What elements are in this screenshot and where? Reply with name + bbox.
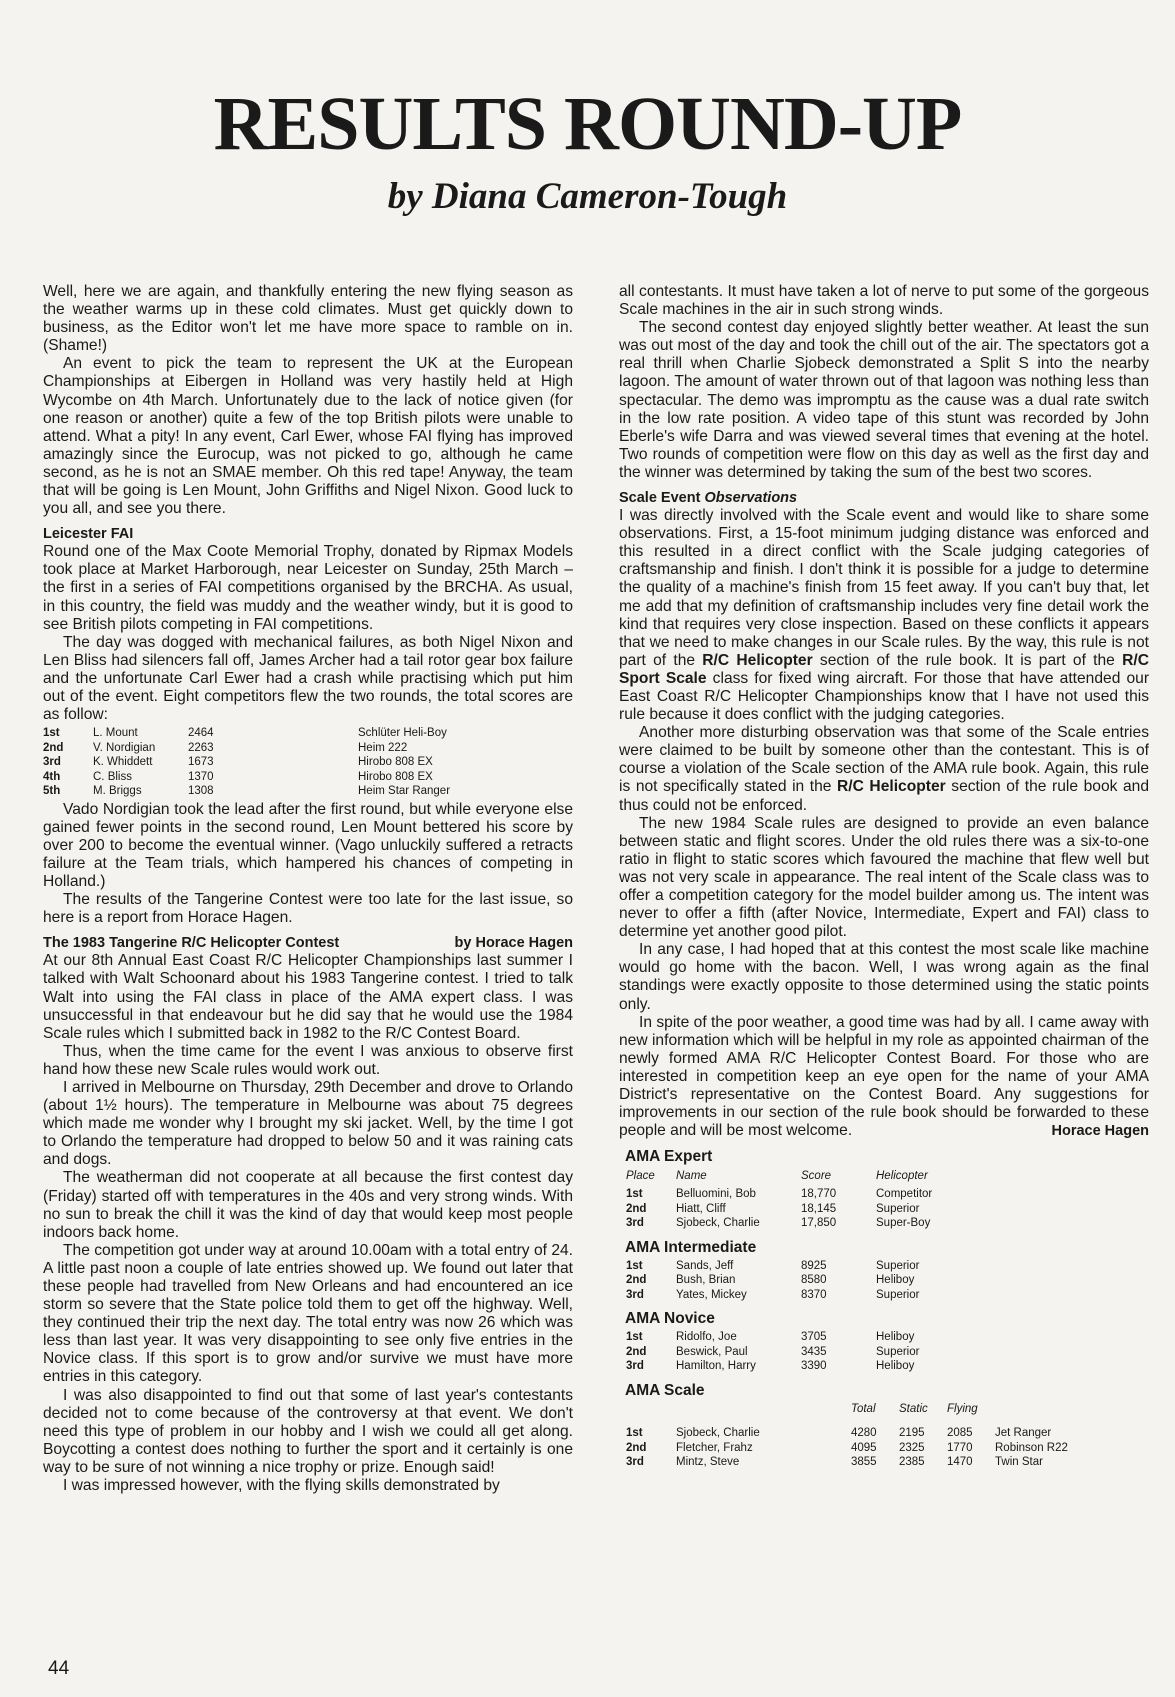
ama-expert-heading: AMA Expert — [625, 1148, 713, 1166]
paragraph: The day was dogged with mechanical failures, as both Nigel Nixon and Len Bliss had silencers fall off, James Archer had a tail rotor gear box failure and the unfortunate Carl Ewer had a crash while practising which put him out of the event. Eight competitors flew the two rounds, the total scores are as follow: — [43, 633, 573, 724]
table-row: 1st L. Mount 2464 Schlüter Heli-Boy — [43, 727, 447, 740]
page-number: 44 — [48, 1658, 70, 1679]
ama-novice-table — [626, 1330, 996, 1374]
paragraph: The competition got under way at around 10.00am with a total entry of 24. A little past noon a couple of late entries showed up. We found out later that these people had travelled from New Orleans and had encountered an ice storm so severe that the State police told them to get off the highway. Well, they continued their trip the next day. The total entry was now 26 which was less than last year. It was very disappointing to see only five entries in the Novice class. If this sport is to grow and/or survive we must have more entries in this category. — [43, 1241, 573, 1386]
paragraph: At our 8th Annual East Coast R/C Helicopter Championships last summer I talked with Walt Schoonard about his 1983 Tangerine contest. I tried to talk Walt into using the FAI class in place of the AMA expert class. I was unsuccessful in that endeavour but he did say that he would use the 1984 Scale rules which I submitted back in 1982 to the R/C Contest Board. — [43, 952, 573, 1042]
ama-results — [619, 1148, 1149, 1469]
paragraph: Well, here we are again, and thankfully entering the new flying season as the weather warms up in these cold climates. Must get quickly down to business, as the Editor won't let me have more space to ramble on in. (Shame!) — [43, 283, 573, 355]
table-row: 3rd Hamilton, Harry 3390 Heliboy — [626, 1360, 915, 1373]
table-row: 3rd Sjobeck, Charlie 17,850 Super-Boy — [626, 1217, 931, 1229]
table-row: 2nd Fletcher, Frahz 4095 2325 1770 Robinson R22 — [626, 1441, 1068, 1454]
paragraph: Thus, when the time came for the event I was anxious to observe first hand how these new Scale rules would work out. — [43, 1042, 573, 1078]
table-row: 5th M. Briggs 1308 Heim Star Ranger — [43, 785, 451, 798]
section-heading-leicester: Leicester FAI — [43, 526, 134, 543]
table-row: 3rd Yates, Mickey 8370 Superior — [626, 1288, 920, 1301]
ama-intermediate-table — [626, 1259, 996, 1303]
paragraph: Round one of the Max Coote Memorial Trophy, donated by Ripmax Models took place at Market Harborough, near Leicester on Sunday, 25th March – the first in a series of FAI competitions organised by the BRCHA. As usual, in this country, the field was muddy and the weather windy, but it is good to see British pilots competing in FAI competitions. — [43, 543, 573, 633]
ama-expert-table — [626, 1169, 996, 1231]
paragraph: I was also disappointed to find out that some of last year's contestants decided not to come because of the controversy at that event. We don't need this type of problem in our hobby and I wish we could all get along. Boycotting a contest does nothing to further the sport and it certainly is one way to be sure of not winning a nice trophy or prize. Enough said! — [43, 1386, 573, 1476]
table-row: 1st Ridolfo, Joe 3705 Heliboy — [626, 1331, 915, 1344]
byline: by Diana Cameron-Tough — [387, 176, 788, 217]
paragraph: I was directly involved with the Scale event and would like to share some observations. First, a 15-foot minimum judging distance was enforced and this resulted in a direct conflict with the Scale judging categories of craftsmanship and finish. I don't think it is possible for a judge to determine the quality of a machine's finish from 15 feet away. If you can't buy that, let me add that my definition of craftsmanship includes very fine detail work the kind that requires very close inspection. Based on these conflicts it appears that we need to make changes in our Scale rules. By the way, this rule is not part of the R/C Helicopter section of the rule book. It is part of the R/C Sport Scale class for fixed wing aircraft. For those that have attended our East Coast R/C Helicopter Championships know that I have not used this rule because it does conflict with the judging categories. — [619, 507, 1150, 724]
right-column — [619, 283, 1149, 1470]
paragraph: all contestants. It must have taken a lot of nerve to put some of the gorgeous Scale machines in the air in such strong winds. — [619, 283, 1149, 319]
table-row: 3rd K. Whiddett 1673 Hirobo 808 EX — [43, 756, 433, 769]
paragraph: In any case, I had hoped that at this contest the most scale like machine would go home with the bacon. Well, I was wrong again as the final standings were exactly opposite to those determined using the static points only. — [619, 941, 1149, 1013]
table-row: 1st Belluomini, Bob 18,770 Competitor — [626, 1188, 933, 1200]
section-heading-scale: Scale Event Observations — [619, 490, 798, 507]
table-header: Total Static Flying — [851, 1402, 978, 1415]
paragraph: In spite of the poor weather, a good time was had by all. I came away with new information which will be helpful in my role as appointed chairman of the newly formed AMA R/C Helicopter Contest Board. For those who are interested in competition keep an eye open for the name of your AMA District's representative on the Contest Board. Any suggestions for improvements in our section of the rule book should be forwarded to these people and will be most welcome. — [619, 1013, 1149, 1140]
table-row: 2nd Bush, Brian 8580 Heliboy — [626, 1274, 915, 1287]
section-heading-tangerine — [43, 934, 573, 952]
paragraph: The second contest day enjoyed slightly better weather. At least the sun was out most of the day and took the chill out of the air. The spectators got a real thrill when Charlie Sjobeck demonstrated a Split S into the nearby lagoon. The amount of water thrown out of that lagoon was nothing less than spectacular. The demo was impromptu as the cause was a dual rate switch in the low rate position. A video tape of this stunt was recorded by John Eberle's wife Darra and was viewed several times that evening at the hotel. Two rounds of competition were flow on this day as well as the first day and the winner was determined by taking the sum of the best two scores. — [619, 319, 1149, 481]
paragraph: Vado Nordigian took the lead after the first round, but while everyone else gained fewer points in the second round, Len Mount bettered his score by over 200 to become the eventual winner. (Vago unluckily suffered a retracts failure at the Team trials, which hampered his chances of competing in Holland.) — [43, 800, 573, 891]
tangerine-heading-author: by Horace Hagen — [454, 935, 573, 952]
table-row: 2nd Beswick, Paul 3435 Superior — [626, 1345, 920, 1358]
ama-intermediate-heading: AMA Intermediate — [625, 1238, 757, 1256]
paragraph: The new 1984 Scale rules are designed to provide an even balance between static and flight scores. Under the old rules there was a six-to-one ratio in flight to static scores which favoured the machine that flew well but was not very scale in appearance. The real intent of the Scale class was to offer a competition category for the model builder among us. The intent was never to offer a fifth (after Novice, Intermediate, Expert and FAI) class to determine yet another good pilot. — [619, 814, 1149, 941]
table-row: 2nd Hiatt, Cliff 18,145 Superior — [626, 1202, 920, 1215]
signature: Horace Hagen — [1051, 1123, 1149, 1140]
ama-novice-heading: AMA Novice — [625, 1310, 715, 1328]
table-row: 3rd Mintz, Steve 3855 2385 1470 Twin Star — [626, 1456, 1043, 1469]
table-row: 2nd V. Nordigian 2263 Heim 222 — [43, 741, 408, 754]
fai-results-table — [43, 726, 573, 799]
ama-scale-heading: AMA Scale — [625, 1381, 705, 1399]
ama-scale-table — [626, 1402, 1095, 1470]
paragraph: I arrived in Melbourne on Thursday, 29th December and drove to Orlando (about 1½ hours). The temperature in Melbourne was about 75 degrees which made me wonder why I brought my ski jacket. Well, by the time I got to Orlando the temperature had dropped to below 50 and it was raining cats and dogs. — [43, 1078, 573, 1169]
table-row: 1st Sands, Jeff 8925 Superior — [626, 1259, 920, 1272]
page-title: RESULTS ROUND-UP — [213, 82, 962, 166]
paragraph: The weatherman did not cooperate at all because the first contest day (Friday) started off with temperatures in the 40s and very strong winds. With no sun to break the chill it was the kind of day that would keep most people indoors back home. — [43, 1169, 573, 1241]
paragraph: Another more disturbing observation was that some of the Scale entries were claimed to be built by someone other than the contestant. This is of course a violation of the Scale section of the AMA rule book. Again, this rule is not specifically stated in the R/C Helicopter section of the rule book and thus could not be enforced. — [619, 724, 1150, 814]
left-column — [43, 283, 573, 1495]
table-row: 1st Sjobeck, Charlie 4280 2195 2085 Jet Ranger — [626, 1427, 1052, 1440]
table-header: Place Name Score Helicopter — [626, 1169, 928, 1182]
paragraph: The results of the Tangerine Contest were too late for the last issue, so here is a report from Horace Hagen. — [43, 891, 573, 927]
table-row: 4th C. Bliss 1370 Hirobo 808 EX — [43, 770, 433, 783]
tangerine-heading-title: The 1983 Tangerine R/C Helicopter Contest — [43, 935, 340, 952]
paragraph: An event to pick the team to represent the UK at the European Championships at Eibergen in Holland was very hastily held at High Wycombe on 4th March. Unfortunately due to the lack of notice given (for one reason or another) quite a few of the top British pilots were unable to attend. What a pity! In any event, Carl Ewer, whose FAI flying has improved amazingly since the Eurocup, was not picked to go, although he came second, as he is not an SMAE member. Oh this red tape! Anyway, the team that will be going is Len Mount, John Griffiths and Nigel Nixon. Good luck to you all, and see you there. — [43, 355, 573, 518]
paragraph: I was impressed however, with the flying skills demonstrated by — [63, 1477, 500, 1495]
